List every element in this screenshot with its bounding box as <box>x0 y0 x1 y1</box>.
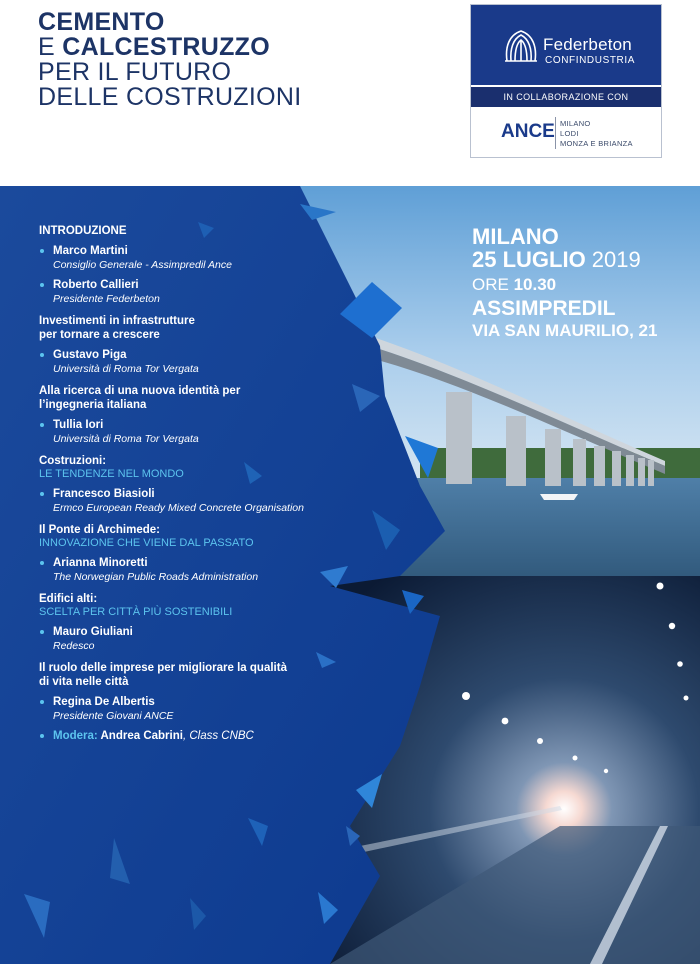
event-date <box>472 248 657 272</box>
event-venue: ASSIMPREDIL <box>472 297 616 320</box>
speaker-role: Consiglio Generale - Assimpredil Ance <box>53 259 232 271</box>
section-title: Costruzioni: <box>39 455 107 467</box>
partner-logos <box>470 4 662 158</box>
speaker-item <box>39 625 379 653</box>
speaker-role: The Norwegian Public Roads Administration <box>53 571 259 583</box>
speaker-name: Gustavo Piga <box>53 349 127 361</box>
speaker-item <box>39 244 379 272</box>
speaker-role: Ermco European Ready Mixed Concrete Organisation <box>53 502 304 514</box>
program-section-1 <box>39 314 379 376</box>
speaker-name: Marco Martini <box>53 245 128 257</box>
header <box>0 0 700 186</box>
speaker-role: Redesco <box>53 640 95 652</box>
speaker-item <box>39 487 379 515</box>
federbeton-mark-icon <box>501 27 541 65</box>
program-section-3 <box>39 454 379 515</box>
program-section-intro <box>39 224 379 306</box>
section-title: di vita nelle città <box>39 676 129 688</box>
speaker-item <box>39 418 379 446</box>
speaker-role: Presidente Giovani ANCE <box>53 710 174 722</box>
ance-city: MONZA E BRIANZA <box>560 139 633 148</box>
speaker-role: Università di Roma Tor Vergata <box>53 363 199 375</box>
ance-divider <box>555 117 556 149</box>
section-subtitle: LE TENDENZE NEL MONDO <box>39 468 184 480</box>
ance-city: LODI <box>560 129 579 138</box>
federbeton-logo <box>471 5 661 85</box>
event-time-value: 10.30 <box>513 275 557 294</box>
main-panel <box>0 186 700 964</box>
event-title <box>38 10 301 110</box>
section-title: Edifici alti: <box>39 593 98 605</box>
speaker-name: Arianna Minoretti <box>53 557 148 569</box>
section-title: per tornare a crescere <box>39 329 160 341</box>
speaker-name: Mauro Giuliani <box>53 626 133 638</box>
ance-name: ANCE <box>501 121 555 142</box>
speaker-role: Università di Roma Tor Vergata <box>53 433 199 445</box>
program-section-6 <box>39 661 379 743</box>
section-title: Alla ricerca di una nuova identità per <box>39 385 241 397</box>
title-line-2-prefix: E <box>38 33 63 61</box>
moderator-org: , Class CNBC <box>182 730 254 742</box>
speaker-item <box>39 278 379 306</box>
federbeton-name: Federbeton <box>543 35 632 54</box>
program-list <box>39 224 379 751</box>
section-subtitle: SCELTA PER CITTÀ PIÙ SOSTENIBILI <box>39 606 233 618</box>
section-title: l’ingegneria italiana <box>39 399 147 411</box>
federbeton-sub: CONFINDUSTRIA <box>545 55 636 66</box>
event-year: 2019 <box>585 247 641 272</box>
speaker-name: Roberto Callieri <box>53 279 139 291</box>
moderator-name: Andrea Cabrini <box>97 730 183 742</box>
section-subtitle: INNOVAZIONE CHE VIENE DAL PASSATO <box>39 537 254 549</box>
event-info <box>472 226 657 342</box>
speaker-role: Presidente Federbeton <box>53 293 160 305</box>
title-line-4: DELLE COSTRUZIONI <box>38 83 302 111</box>
title-line-3: PER IL FUTURO <box>38 58 232 86</box>
event-city: MILANO <box>472 224 559 249</box>
speaker-item <box>39 348 379 376</box>
section-title: Il ruolo delle imprese per migliorare la qualità <box>39 662 287 674</box>
title-line-2 <box>38 35 301 60</box>
ance-cities <box>560 119 633 149</box>
speaker-name: Regina De Albertis <box>53 696 155 708</box>
speaker-item <box>39 695 379 723</box>
program-section-5 <box>39 592 379 653</box>
program-section-2 <box>39 384 379 446</box>
collab-banner: IN COLLABORAZIONE CON <box>471 87 661 107</box>
section-title: Investimenti in infrastrutture <box>39 315 195 327</box>
event-time-prefix: ORE <box>472 275 514 294</box>
event-day: 25 LUGLIO <box>472 247 586 272</box>
moderator-label: Modera: <box>53 730 98 742</box>
speaker-name: Francesco Biasioli <box>53 488 155 500</box>
section-title: Il Ponte di Archimede: <box>39 524 160 536</box>
title-line-2-bold: CALCESTRUZZO <box>62 33 270 61</box>
event-time <box>472 273 657 297</box>
program-section-4 <box>39 523 379 584</box>
speaker-item <box>39 556 379 584</box>
title-line-1: CEMENTO <box>38 8 165 36</box>
ance-logo <box>471 107 661 157</box>
event-address: VIA SAN MAURILIO, 21 <box>472 321 658 340</box>
ance-city: MILANO <box>560 119 591 128</box>
section-title: INTRODUZIONE <box>39 225 127 237</box>
speaker-name: Tullia Iori <box>53 419 104 431</box>
moderator-item <box>39 729 379 743</box>
